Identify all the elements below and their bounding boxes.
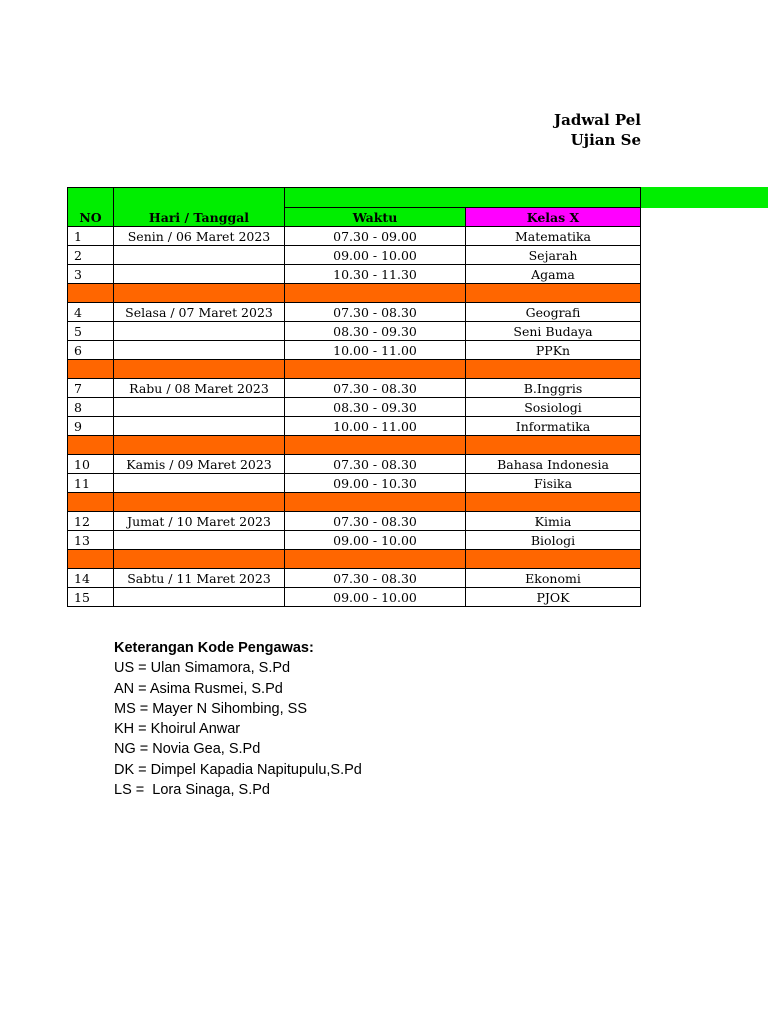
separator-cell bbox=[285, 550, 466, 569]
legend-items bbox=[114, 658, 362, 800]
separator-cell bbox=[68, 550, 114, 569]
header-class: Kelas X bbox=[466, 208, 641, 227]
table-row bbox=[68, 588, 641, 607]
cell-no: 7 bbox=[68, 379, 114, 398]
day-separator-row bbox=[68, 436, 641, 455]
table-row bbox=[68, 455, 641, 474]
separator-cell bbox=[466, 360, 641, 379]
table-row bbox=[68, 341, 641, 360]
cell-subject: Kimia bbox=[466, 512, 641, 531]
table-row bbox=[68, 531, 641, 550]
cell-time: 07.30 - 08.30 bbox=[285, 455, 466, 474]
cell-day: Rabu / 08 Maret 2023 bbox=[114, 379, 285, 398]
cell-time: 09.00 - 10.00 bbox=[285, 588, 466, 607]
table-row bbox=[68, 322, 641, 341]
separator-cell bbox=[114, 436, 285, 455]
cell-subject: Fisika bbox=[466, 474, 641, 493]
cell-day: Sabtu / 11 Maret 2023 bbox=[114, 569, 285, 588]
cell-time: 07.30 - 09.00 bbox=[285, 227, 466, 246]
separator-cell bbox=[114, 493, 285, 512]
legend-item: NG = Novia Gea, S.Pd bbox=[114, 741, 261, 758]
cell-day bbox=[114, 474, 285, 493]
separator-cell bbox=[466, 493, 641, 512]
cell-time: 09.00 - 10.00 bbox=[285, 246, 466, 265]
cell-subject: PPKn bbox=[466, 341, 641, 360]
cell-subject: PJOK bbox=[466, 588, 641, 607]
day-separator-row bbox=[68, 550, 641, 569]
cell-subject: Agama bbox=[466, 265, 641, 284]
header-no: NO bbox=[68, 188, 114, 227]
cell-day: Kamis / 09 Maret 2023 bbox=[114, 455, 285, 474]
cell-no: 6 bbox=[68, 341, 114, 360]
cell-subject: Geografi bbox=[466, 303, 641, 322]
cell-no: 14 bbox=[68, 569, 114, 588]
legend-item: AN = Asima Rusmei, S.Pd bbox=[114, 680, 283, 697]
legend-item: DK = Dimpel Kapadia Napitupulu,S.Pd bbox=[114, 761, 362, 778]
cell-time: 07.30 - 08.30 bbox=[285, 303, 466, 322]
cell-subject: Matematika bbox=[466, 227, 641, 246]
legend-item: LS = Lora Sinaga, S.Pd bbox=[114, 782, 270, 799]
supervisor-legend bbox=[114, 638, 362, 800]
cell-no: 15 bbox=[68, 588, 114, 607]
cell-time: 09.00 - 10.00 bbox=[285, 531, 466, 550]
separator-cell bbox=[68, 360, 114, 379]
separator-cell bbox=[114, 360, 285, 379]
cell-time: 08.30 - 09.30 bbox=[285, 322, 466, 341]
cell-subject: Ekonomi bbox=[466, 569, 641, 588]
schedule-body bbox=[68, 188, 641, 607]
table-row bbox=[68, 303, 641, 322]
cell-day bbox=[114, 265, 285, 284]
cell-no: 4 bbox=[68, 303, 114, 322]
cell-time: 08.30 - 09.30 bbox=[285, 398, 466, 417]
table-row bbox=[68, 398, 641, 417]
cell-subject: Sosiologi bbox=[466, 398, 641, 417]
separator-cell bbox=[466, 284, 641, 303]
cell-no: 11 bbox=[68, 474, 114, 493]
legend-item: US = Ulan Simamora, S.Pd bbox=[114, 660, 291, 677]
separator-cell bbox=[466, 550, 641, 569]
separator-cell bbox=[285, 360, 466, 379]
legend-item: KH = Khoirul Anwar bbox=[114, 721, 241, 738]
day-separator-row bbox=[68, 493, 641, 512]
table-row bbox=[68, 569, 641, 588]
header-row-top bbox=[68, 188, 641, 208]
separator-cell bbox=[285, 493, 466, 512]
legend-item: MS = Mayer N Sihombing, SS bbox=[114, 700, 308, 717]
legend-heading: Keterangan Kode Pengawas: bbox=[114, 640, 314, 656]
cell-day bbox=[114, 398, 285, 417]
cell-day bbox=[114, 341, 285, 360]
cell-time: 09.00 - 10.30 bbox=[285, 474, 466, 493]
exam-schedule-table bbox=[67, 187, 641, 607]
cell-day: Jumat / 10 Maret 2023 bbox=[114, 512, 285, 531]
separator-cell bbox=[285, 436, 466, 455]
cell-day bbox=[114, 417, 285, 436]
cell-day bbox=[114, 322, 285, 341]
cell-subject: Seni Budaya bbox=[466, 322, 641, 341]
separator-cell bbox=[285, 284, 466, 303]
separator-cell bbox=[68, 284, 114, 303]
cell-day: Selasa / 07 Maret 2023 bbox=[114, 303, 285, 322]
table-row bbox=[68, 227, 641, 246]
header-day: Hari / Tanggal bbox=[114, 188, 285, 227]
cell-time: 07.30 - 08.30 bbox=[285, 512, 466, 531]
day-separator-row bbox=[68, 284, 641, 303]
cell-time: 10.00 - 11.00 bbox=[285, 341, 466, 360]
cell-subject: Sejarah bbox=[466, 246, 641, 265]
cell-day: Senin / 06 Maret 2023 bbox=[114, 227, 285, 246]
cell-no: 5 bbox=[68, 322, 114, 341]
cell-time: 07.30 - 08.30 bbox=[285, 379, 466, 398]
cell-no: 2 bbox=[68, 246, 114, 265]
day-separator-row bbox=[68, 360, 641, 379]
table-row bbox=[68, 512, 641, 531]
separator-cell bbox=[68, 493, 114, 512]
table-row bbox=[68, 417, 641, 436]
header-span-cell bbox=[285, 188, 641, 208]
cell-time: 10.00 - 11.00 bbox=[285, 417, 466, 436]
table-row bbox=[68, 246, 641, 265]
cell-day bbox=[114, 246, 285, 265]
separator-cell bbox=[114, 284, 285, 303]
cell-no: 1 bbox=[68, 227, 114, 246]
cell-subject: B.Inggris bbox=[466, 379, 641, 398]
cell-no: 10 bbox=[68, 455, 114, 474]
separator-cell bbox=[466, 436, 641, 455]
cell-no: 12 bbox=[68, 512, 114, 531]
table-row bbox=[68, 265, 641, 284]
cell-subject: Biologi bbox=[466, 531, 641, 550]
cell-time: 07.30 - 08.30 bbox=[285, 569, 466, 588]
table-row bbox=[68, 379, 641, 398]
header-time: Waktu bbox=[285, 208, 466, 227]
cell-no: 8 bbox=[68, 398, 114, 417]
cell-day bbox=[114, 531, 285, 550]
separator-cell bbox=[114, 550, 285, 569]
cell-day bbox=[114, 588, 285, 607]
cell-subject: Bahasa Indonesia bbox=[466, 455, 641, 474]
document-title-line2: Ujian Se bbox=[570, 131, 641, 149]
table-row bbox=[68, 474, 641, 493]
cell-no: 3 bbox=[68, 265, 114, 284]
cell-time: 10.30 - 11.30 bbox=[285, 265, 466, 284]
document-title-line1: Jadwal Pel bbox=[554, 111, 641, 129]
cell-no: 9 bbox=[68, 417, 114, 436]
cell-subject: Informatika bbox=[466, 417, 641, 436]
separator-cell bbox=[68, 436, 114, 455]
cell-no: 13 bbox=[68, 531, 114, 550]
header-green-strip bbox=[641, 187, 768, 208]
